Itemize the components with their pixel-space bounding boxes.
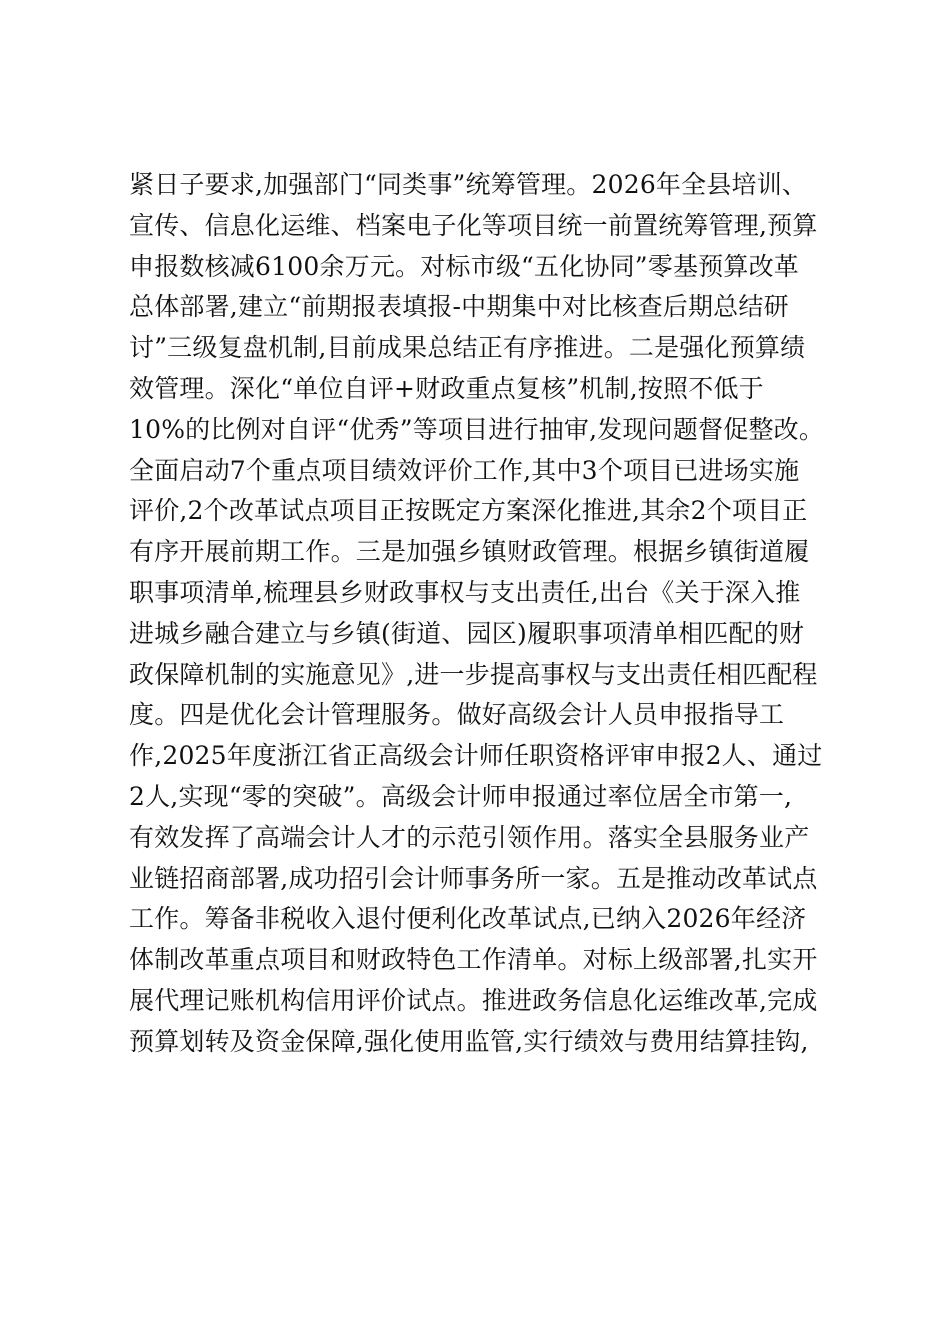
text-line: 业链招商部署,成功招引会计师事务所一家。五是推动改革试点 xyxy=(129,863,818,893)
text-line: 进城乡融合建立与乡镇(街道、园区)履职事项清单相匹配的财 xyxy=(129,618,805,648)
text-line: 预算划转及资金保障,强化使用监管,实行绩效与费用结算挂钩, xyxy=(129,1026,809,1056)
text-line: 展代理记账机构信用评价试点。推进政务信息化运维改革,完成 xyxy=(129,985,818,1015)
text-line: 评价,2个改革试点项目正按既定方案深化推进,其余2个项目正 xyxy=(129,496,808,526)
text-line: 讨”三级复盘机制,目前成果总结正有序推进。二是强化预算绩 xyxy=(129,333,806,363)
text-line: 作,2025年度浙江省正高级会计师任职资格评审申报2人、通过 xyxy=(129,741,823,771)
text-line: 工作。筹备非税收入退付便利化改革试点,已纳入2026年经济 xyxy=(129,904,807,934)
text-line: 2人,实现“零的突破”。高级会计师申报通过率位居全市第一, xyxy=(129,781,793,811)
text-line: 体制改革重点项目和财政特色工作清单。对标上级部署,扎实开 xyxy=(129,945,818,975)
text-line: 紧日子要求,加强部门“同类事”统筹管理。2026年全县培训、 xyxy=(129,170,808,199)
text-line: 10%的比例对自评“优秀”等项目进行抽审,发现问题督促整改。 xyxy=(129,414,825,444)
text-line: 职事项清单,梳理县乡财政事权与支出责任,出台《关于深入推 xyxy=(129,577,801,607)
body-text xyxy=(129,165,829,1063)
text-line: 有效发挥了高端会计人才的示范引领作用。落实全县服务业产 xyxy=(129,822,810,852)
text-line: 宣传、信息化运维、档案电子化等项目统一前置统筹管理,预算 xyxy=(129,210,818,240)
text-line: 效管理。深化“单位自评+财政重点复核”机制,按照不低于 xyxy=(129,373,764,403)
text-line: 有序开展前期工作。三是加强乡镇财政管理。根据乡镇街道履 xyxy=(129,537,810,567)
text-line: 总体部署,建立“前期报表填报-中期集中对比核查后期总结研 xyxy=(129,292,789,322)
text-line: 政保障机制的实施意见》,进一步提高事权与支出责任相匹配程 xyxy=(129,659,818,689)
text-line: 全面启动7个重点项目绩效评价工作,其中3个项目已进场实施 xyxy=(129,455,800,485)
text-line: 申报数核减6100余万元。对标市级“五化协同”零基预算改革 xyxy=(129,251,799,281)
text-line: 度。四是优化会计管理服务。做好高级会计人员申报指导工 xyxy=(129,700,785,730)
